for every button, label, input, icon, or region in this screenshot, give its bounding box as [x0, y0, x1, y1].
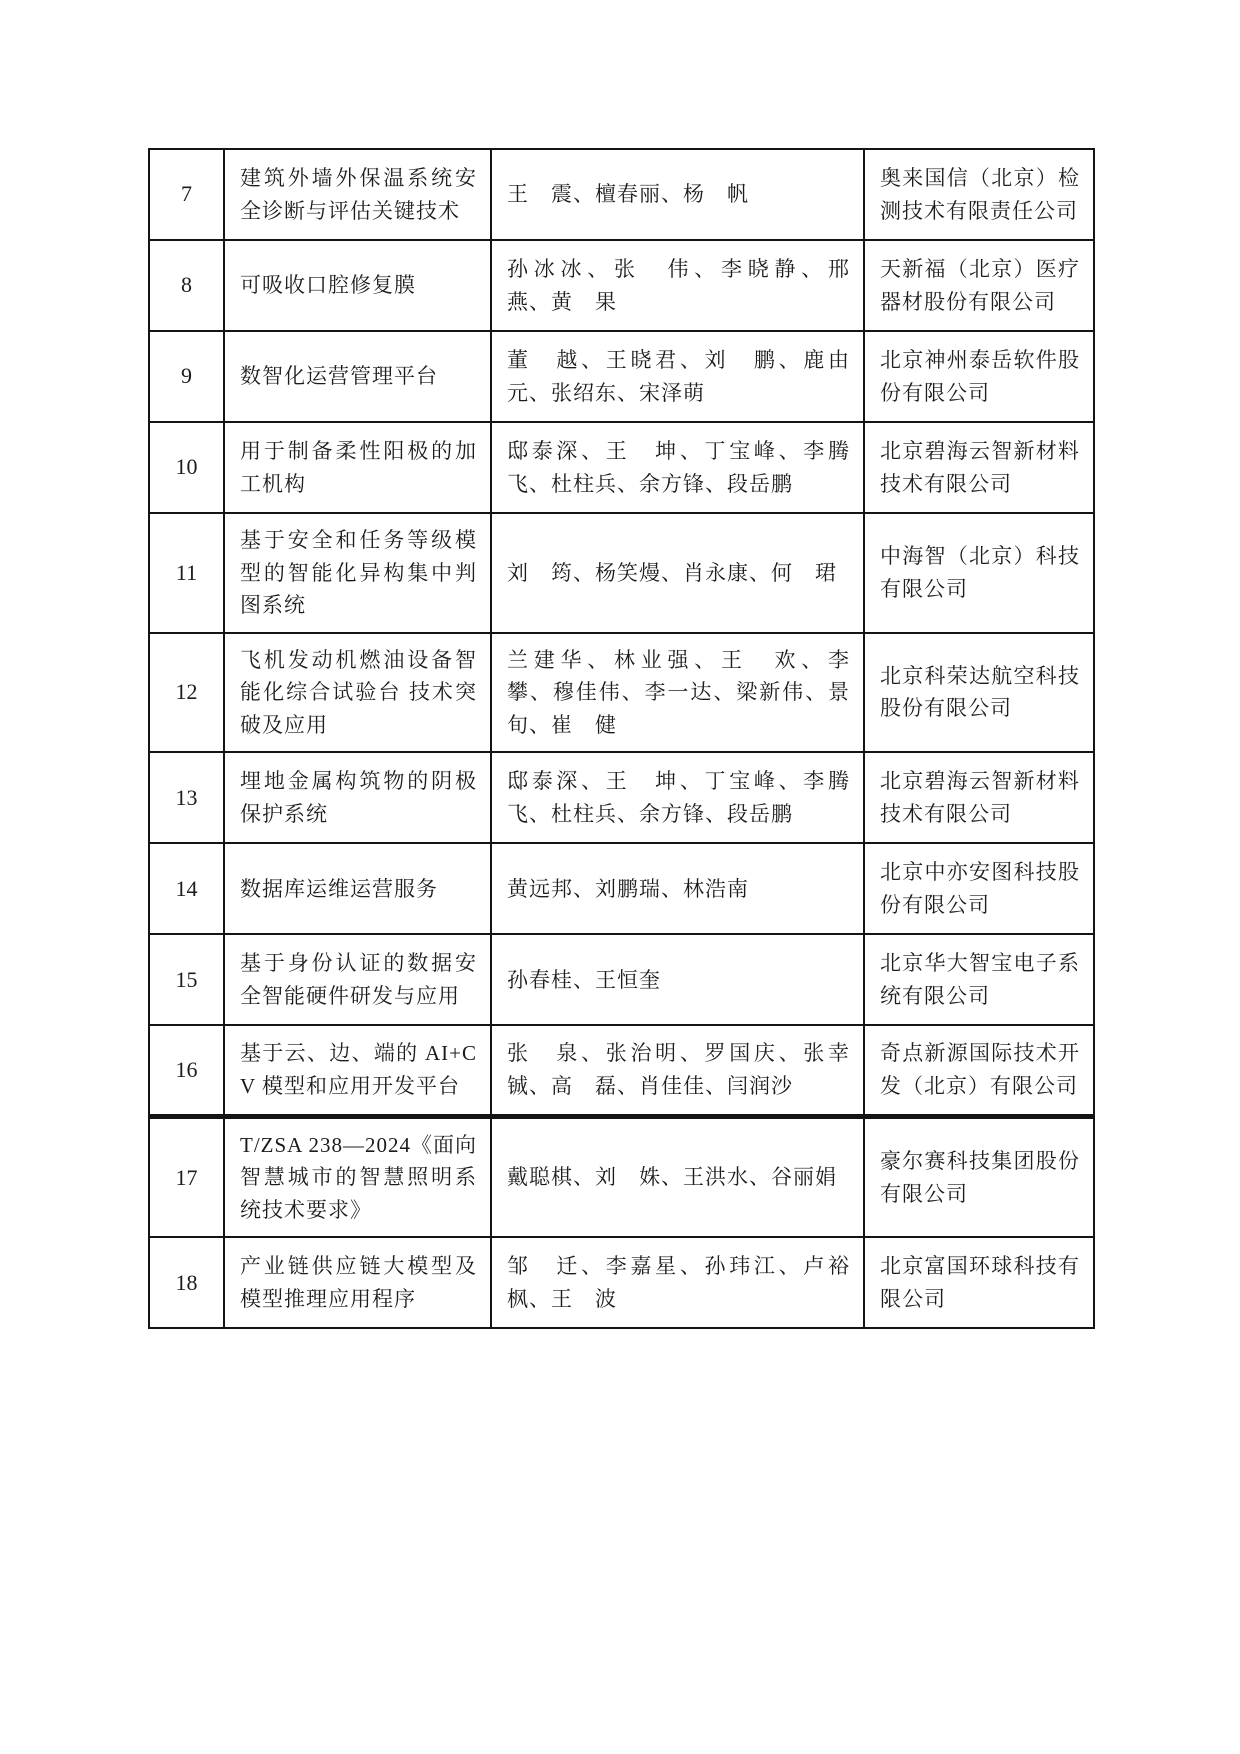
- table-row: [149, 1025, 1094, 1116]
- cell-title: 飞机发动机燃油设备智能化综合试验台 技术突破及应用: [224, 633, 491, 753]
- cell-company: 豪尔赛科技集团股份有限公司: [864, 1116, 1094, 1237]
- table-row: [149, 1237, 1094, 1328]
- cell-company: 北京碧海云智新材料技术有限公司: [864, 752, 1094, 843]
- cell-names: 孙春桂、王恒奎: [491, 934, 864, 1025]
- cell-company: 北京神州泰岳软件股份有限公司: [864, 331, 1094, 422]
- cell-company: 北京碧海云智新材料技术有限公司: [864, 422, 1094, 513]
- cell-index: 8: [149, 240, 224, 331]
- cell-title: 用于制备柔性阳极的加工机构: [224, 422, 491, 513]
- cell-names: 董 越、王晓君、刘 鹏、鹿由元、张绍东、宋泽萌: [491, 331, 864, 422]
- table-row: [149, 633, 1094, 753]
- cell-index: 9: [149, 331, 224, 422]
- cell-title: 数智化运营管理平台: [224, 331, 491, 422]
- cell-title: 数据库运维运营服务: [224, 843, 491, 934]
- cell-company: 北京科荣达航空科技股份有限公司: [864, 633, 1094, 753]
- cell-names: 黄远邦、刘鹏瑞、林浩南: [491, 843, 864, 934]
- cell-title: 产业链供应链大模型及模型推理应用程序: [224, 1237, 491, 1328]
- cell-index: 14: [149, 843, 224, 934]
- cell-company: 奥来国信（北京）检测技术有限责任公司: [864, 149, 1094, 240]
- table-row: [149, 843, 1094, 934]
- cell-company: 奇点新源国际技术开发（北京）有限公司: [864, 1025, 1094, 1116]
- table-row: [149, 513, 1094, 633]
- cell-index: 12: [149, 633, 224, 753]
- cell-company: 中海智（北京）科技有限公司: [864, 513, 1094, 633]
- table-row: [149, 149, 1094, 240]
- table-row: [149, 331, 1094, 422]
- table-row: [149, 1116, 1094, 1237]
- cell-company: 北京中亦安图科技股份有限公司: [864, 843, 1094, 934]
- cell-index: 10: [149, 422, 224, 513]
- table-row: [149, 422, 1094, 513]
- table-row: [149, 752, 1094, 843]
- cell-index: 16: [149, 1025, 224, 1116]
- cell-title: 基于云、边、端的 AI+CV 模型和应用开发平台: [224, 1025, 491, 1116]
- cell-index: 18: [149, 1237, 224, 1328]
- cell-title: 建筑外墙外保温系统安全诊断与评估关键技术: [224, 149, 491, 240]
- cell-index: 15: [149, 934, 224, 1025]
- cell-names: 邸泰深、王 坤、丁宝峰、李腾飞、杜柱兵、余方锋、段岳鹏: [491, 422, 864, 513]
- cell-index: 17: [149, 1116, 224, 1237]
- award-project-table: [148, 148, 1095, 1329]
- cell-names: 张 泉、张治明、罗国庆、张幸铖、高 磊、肖佳佳、闫润沙: [491, 1025, 864, 1116]
- cell-index: 13: [149, 752, 224, 843]
- table-body: [149, 149, 1094, 1328]
- cell-company: 北京华大智宝电子系统有限公司: [864, 934, 1094, 1025]
- cell-title: 可吸收口腔修复膜: [224, 240, 491, 331]
- cell-index: 7: [149, 149, 224, 240]
- cell-names: 戴聪棋、刘 姝、王洪水、谷丽娟: [491, 1116, 864, 1237]
- cell-title: 基于安全和任务等级模型的智能化异构集中判图系统: [224, 513, 491, 633]
- table-row: [149, 240, 1094, 331]
- cell-company: 北京富国环球科技有限公司: [864, 1237, 1094, 1328]
- table-row: [149, 934, 1094, 1025]
- cell-names: 邸泰深、王 坤、丁宝峰、李腾飞、杜柱兵、余方锋、段岳鹏: [491, 752, 864, 843]
- cell-names: 刘 筠、杨笑熳、肖永康、何 珺: [491, 513, 864, 633]
- cell-title: 基于身份认证的数据安全智能硬件研发与应用: [224, 934, 491, 1025]
- cell-index: 11: [149, 513, 224, 633]
- cell-title: 埋地金属构筑物的阴极保护系统: [224, 752, 491, 843]
- cell-names: 邹 迁、李嘉星、孙玮江、卢裕枫、王 波: [491, 1237, 864, 1328]
- cell-title: T/ZSA 238—2024《面向智慧城市的智慧照明系统技术要求》: [224, 1116, 491, 1237]
- cell-company: 天新福（北京）医疗器材股份有限公司: [864, 240, 1094, 331]
- cell-names: 兰建华、林业强、王 欢、李 攀、穆佳伟、李一达、梁新伟、景 旬、崔 健: [491, 633, 864, 753]
- cell-names: 孙冰冰、张 伟、李晓静、邢 燕、黄 果: [491, 240, 864, 331]
- cell-names: 王 震、檀春丽、杨 帆: [491, 149, 864, 240]
